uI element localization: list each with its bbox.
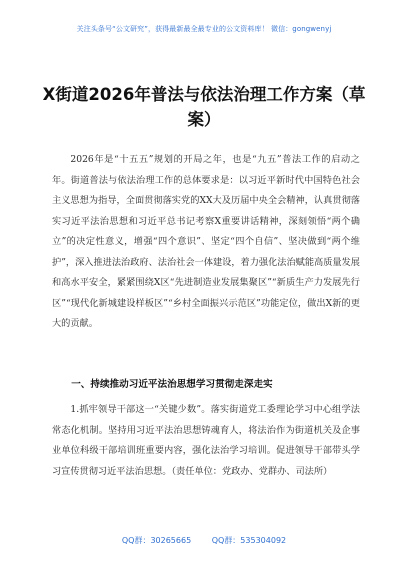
header-promo-note: 关注头条号“公文研究”，获得最新最全最专业的公文资料库！ 微信：gongwenyj [76,25,332,33]
qq-group-1: QQ群：30265665 [121,536,192,545]
qq-group-2: QQ群：535304092 [211,536,287,545]
footer-contacts [0,535,408,546]
document-title: X街道2026年普法与依法治理工作方案（草案） [42,85,366,129]
section-heading-1: 一、持续推动习近平法治思想学习贯彻走深走实 [71,379,273,390]
intro-paragraph: 2026年是“十五五”规划的开局之年，也是“九五”普法工作的启动之年。街道普法与依法治理工作的总体要求是：以习近平新时代中国特色社会主义思想为指导，全面贯彻落实党的XX大及历届中央全会精神，认真贯彻落实习近平法治思想和习近平总书记考察X重要讲话精神，深刻领悟“两个确立”的决定性意义，增强“四个意识”、坚定“四个自信”、坚决做到“两个维护”，深入推进法治政府、法治社会一体建设，着力强化法治赋能高质量发展和高水平安全，紧紧围绕X区“先进制造业发展集聚区”“新质生产力发展先行区”“现代化新城建设样板区”“乡村全面振兴示范区”功能定位，做出X新的更大的贡献。 [52,154,360,329]
section-1-paragraph: 1.抓牢领导干部这一“关键少数”。落实街道党工委理论学习中心组学法常态化机制。坚持用习近平法治思想铸魂育人，将法治作为街道机关及企事业单位科级干部培训班重要内容，强化法治学习培训。促进领导干部带头学习宣传贯彻习近平法治思想。（责任单位：党政办、党群办、司法所） [52,404,360,477]
